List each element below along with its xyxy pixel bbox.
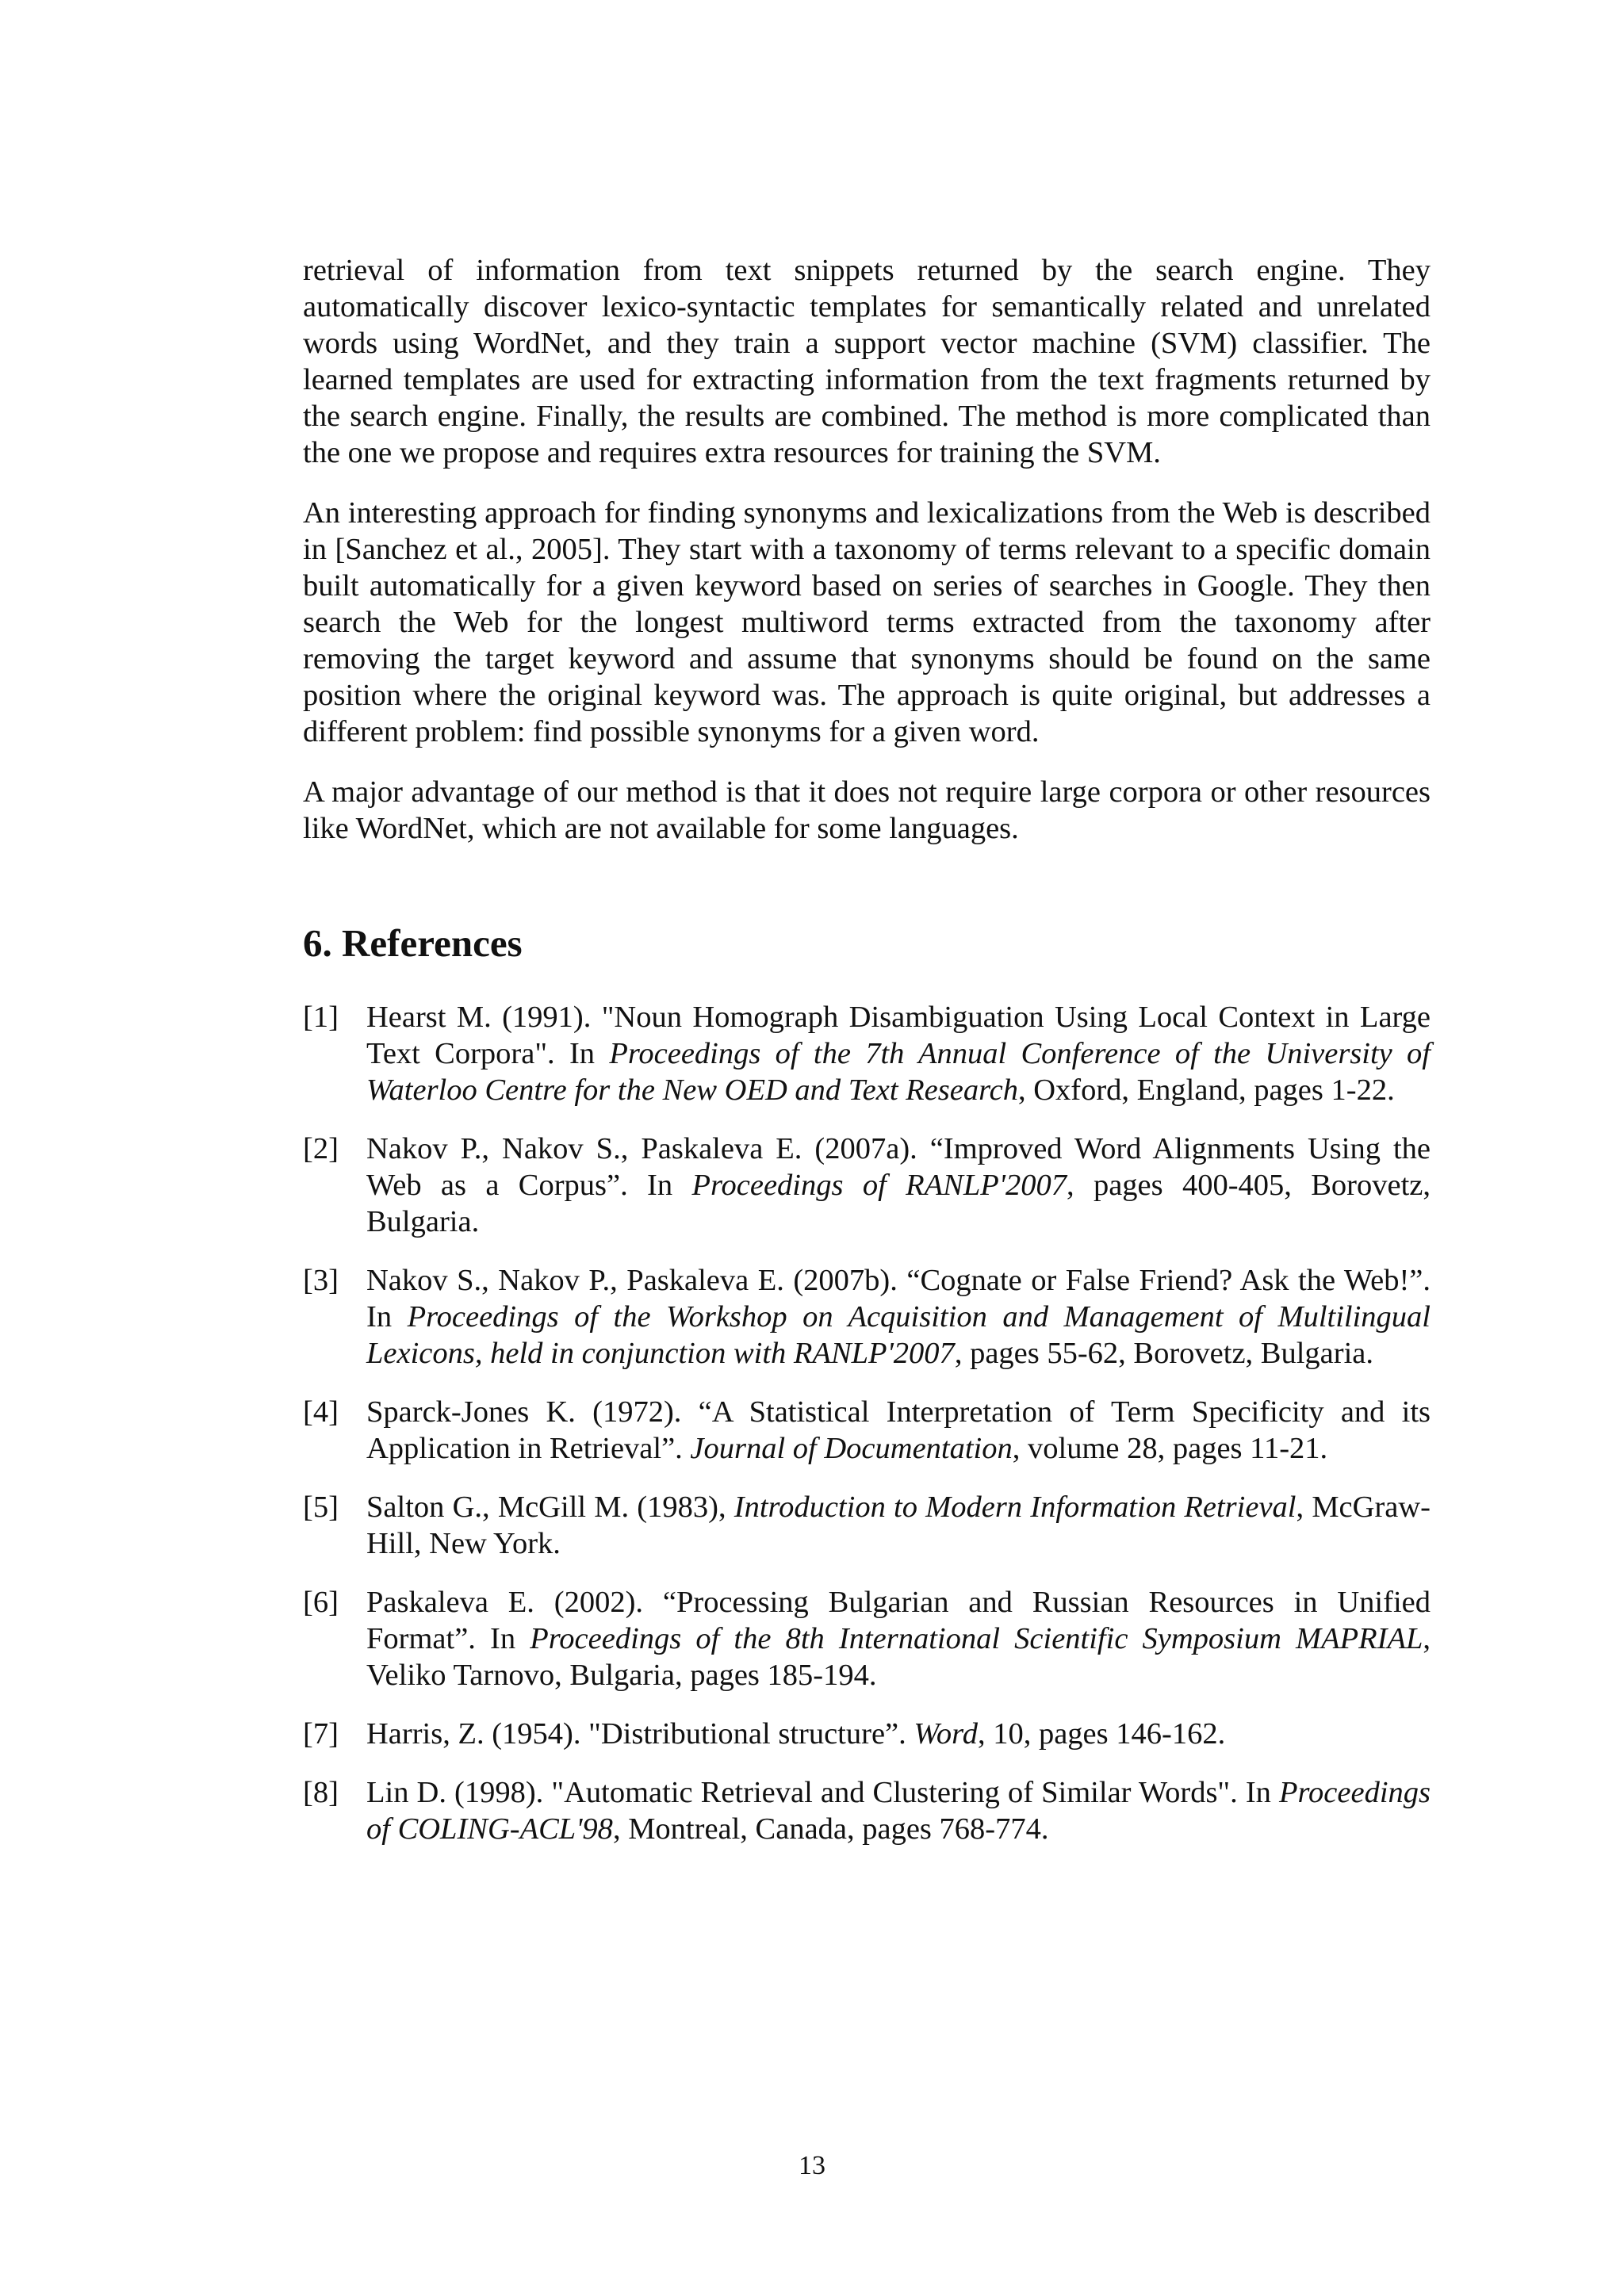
reference-venue: Proceedings of COLING-ACL'98	[366, 1776, 1431, 1846]
reference-text-part: , Montreal, Canada, pages 768-774.	[612, 1812, 1049, 1846]
reference-item-1	[303, 999, 1431, 1108]
reference-text-part: , Veliko Tarnovo, Bulgaria, pages 185-194.	[366, 1622, 1431, 1692]
reference-item-3	[303, 1262, 1431, 1372]
reference-text	[366, 1132, 1431, 1238]
reference-venue: Proceedings of RANLP'2007	[691, 1169, 1067, 1202]
reference-text-part: , volume 28, pages 11-21.	[1012, 1432, 1328, 1465]
reference-venue: Proceedings of the 7th Annual Conference of the University of Waterloo Centre for the New OED and Text Research	[366, 1037, 1431, 1107]
reference-text-part: , 10, pages 146-162.	[977, 1717, 1226, 1751]
reference-text-part: Harris, Z. (1954). "Distributional structure”.	[366, 1717, 914, 1751]
reference-text-part: Nakov S., Nakov P., Paskaleva E. (2007b). “Cognate or False Friend? Ask the Web!”. In	[366, 1264, 1431, 1334]
reference-number: [3]	[303, 1264, 339, 1297]
reference-number: [2]	[303, 1132, 339, 1165]
reference-text-part: Nakov P., Nakov S., Paskaleva E. (2007a). “Improved Word Alignments Using the Web as a Corpus”. In	[366, 1132, 1431, 1202]
reference-text	[366, 1490, 1431, 1560]
page-number: 13	[799, 2151, 825, 2180]
reference-venue: Word	[914, 1717, 978, 1751]
reference-item-6	[303, 1584, 1431, 1693]
reference-text-part: , pages 400-405, Borovetz, Bulgaria.	[366, 1169, 1431, 1238]
reference-list	[303, 999, 1431, 1847]
reference-item-8	[303, 1774, 1431, 1847]
reference-text-part: , Oxford, England, pages 1-22.	[1017, 1073, 1395, 1107]
reference-venue: Proceedings of the 8th International Scientific Symposium MAPRIAL	[530, 1622, 1423, 1655]
reference-item-2	[303, 1131, 1431, 1240]
body-paragraph-3: A major advantage of our method is that it does not require large corpora or other resources like WordNet, which are not available for some languages.	[303, 775, 1431, 845]
reference-text-part: Hearst M. (1991). "Noun Homograph Disambiguation Using Local Context in Large Text Corpora". In	[366, 1001, 1431, 1070]
reference-text	[366, 1001, 1431, 1107]
reference-number: [6]	[303, 1586, 339, 1619]
text-column	[303, 252, 1431, 1869]
reference-number: [1]	[303, 1001, 339, 1034]
reference-text	[366, 1264, 1431, 1370]
reference-text	[366, 1776, 1431, 1846]
reference-text-part: , McGraw-Hill, New York.	[366, 1490, 1431, 1560]
reference-text-part: Lin D. (1998). "Automatic Retrieval and Clustering of Similar Words". In	[366, 1776, 1279, 1809]
reference-item-5	[303, 1489, 1431, 1562]
reference-text	[366, 1395, 1431, 1465]
reference-text-part: Salton G., McGill M. (1983),	[366, 1490, 734, 1524]
reference-number: [8]	[303, 1776, 339, 1809]
reference-text	[366, 1586, 1431, 1692]
body-paragraph-1: retrieval of information from text snippets returned by the search engine. They automatically discover lexico-syntactic templates for semantically related and unrelated words using WordNet, and they train a support vector machine (SVM) classifier. The learned templates are used for extracting information from the text fragments returned by the search engine. Finally, the results are combined. The method is more complicated than the one we propose and requires extra resources for training the SVM.	[303, 254, 1431, 469]
reference-item-7	[303, 1716, 1431, 1752]
reference-number: [7]	[303, 1717, 339, 1751]
section-heading-references: 6. References	[303, 921, 523, 965]
reference-venue: Journal of Documentation	[690, 1432, 1013, 1465]
body-paragraph-2: An interesting approach for finding synonyms and lexicalizations from the Web is described in [Sanchez et al., 2005]. They start with a taxonomy of terms relevant to a specific domain built automatically for a given keyword based on series of searches in Google. They then search the Web for the longest multiword terms extracted from the taxonomy after removing the target keyword and assume that synonyms should be found on the same position where the original keyword was. The approach is quite original, but addresses a different problem: find possible synonyms for a given word.	[303, 496, 1431, 748]
reference-text-part: Sparck-Jones K. (1972). “A Statistical Interpretation of Term Specificity and its Application in Retrieval”.	[366, 1395, 1431, 1465]
reference-venue: Proceedings of the Workshop on Acquisition and Management of Multilingual Lexicons, held in conjunction with RANLP'2007	[366, 1300, 1431, 1370]
reference-number: [5]	[303, 1490, 339, 1524]
reference-number: [4]	[303, 1395, 339, 1429]
reference-text-part: , pages 55-62, Borovetz, Bulgaria.	[954, 1337, 1373, 1370]
reference-text-part: Paskaleva E. (2002). “Processing Bulgarian and Russian Resources in Unified Format”. In	[366, 1586, 1431, 1655]
reference-text	[366, 1717, 1225, 1751]
reference-item-4	[303, 1394, 1431, 1467]
reference-venue: Introduction to Modern Information Retrieval	[733, 1490, 1297, 1524]
